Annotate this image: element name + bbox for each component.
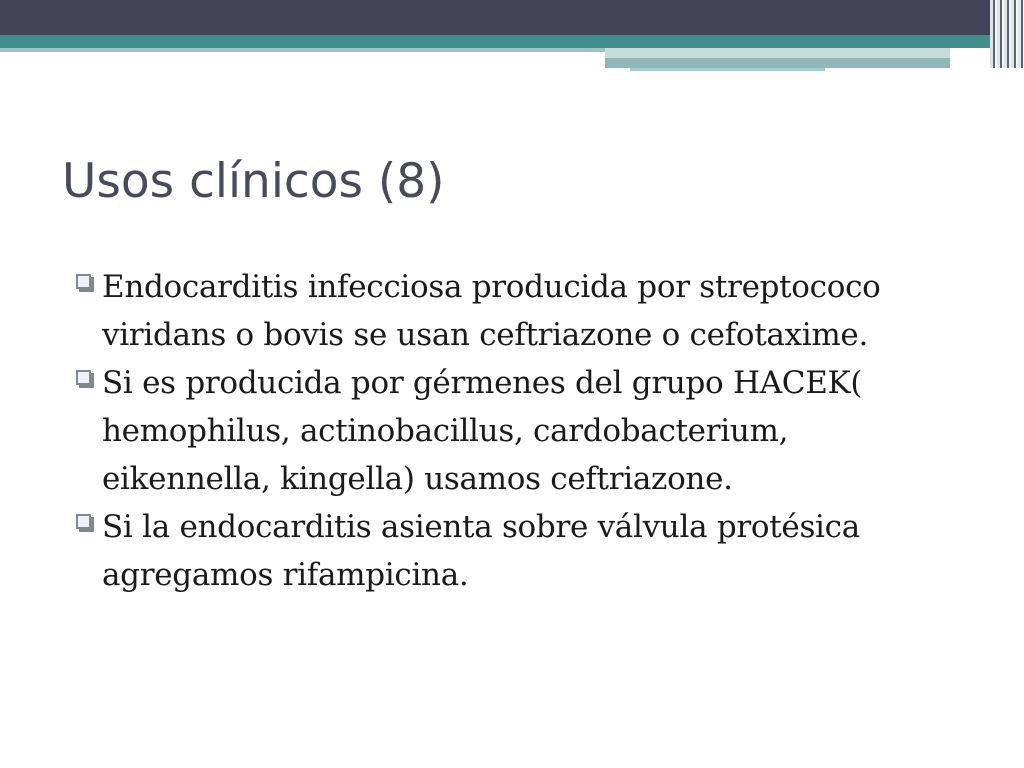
bullet-text: Si es producida por gérmenes del grupo HACEK( hemophilus, actinobacillus, cardobacterium, eikennella, kingella) usamos ceftriazone. [102, 365, 863, 497]
banner-edge-stripes [990, 0, 1024, 68]
bullet-item [76, 359, 976, 503]
bullet-item [76, 263, 976, 359]
bullet-item [76, 503, 976, 599]
checkbox-bullet-icon [76, 370, 91, 385]
slide-title: Usos clínicos (8) [62, 154, 445, 209]
bullet-text: Endocarditis infecciosa producida por streptococo viridans o bovis se usan ceftriazone o cefotaxime. [102, 269, 881, 353]
checkbox-bullet-icon [76, 514, 91, 529]
bullet-list [76, 263, 976, 599]
banner-light-stripe [605, 58, 950, 68]
banner-dark-band [0, 0, 1024, 35]
bullet-text: Si la endocarditis asienta sobre válvula protésica agregamos rifampicina. [102, 509, 860, 593]
banner-light-stripe [605, 48, 950, 58]
banner-teal-band [0, 35, 1024, 48]
banner-light-stripe [630, 68, 825, 71]
banner-light-stripe [0, 48, 605, 52]
checkbox-bullet-icon [76, 274, 91, 289]
